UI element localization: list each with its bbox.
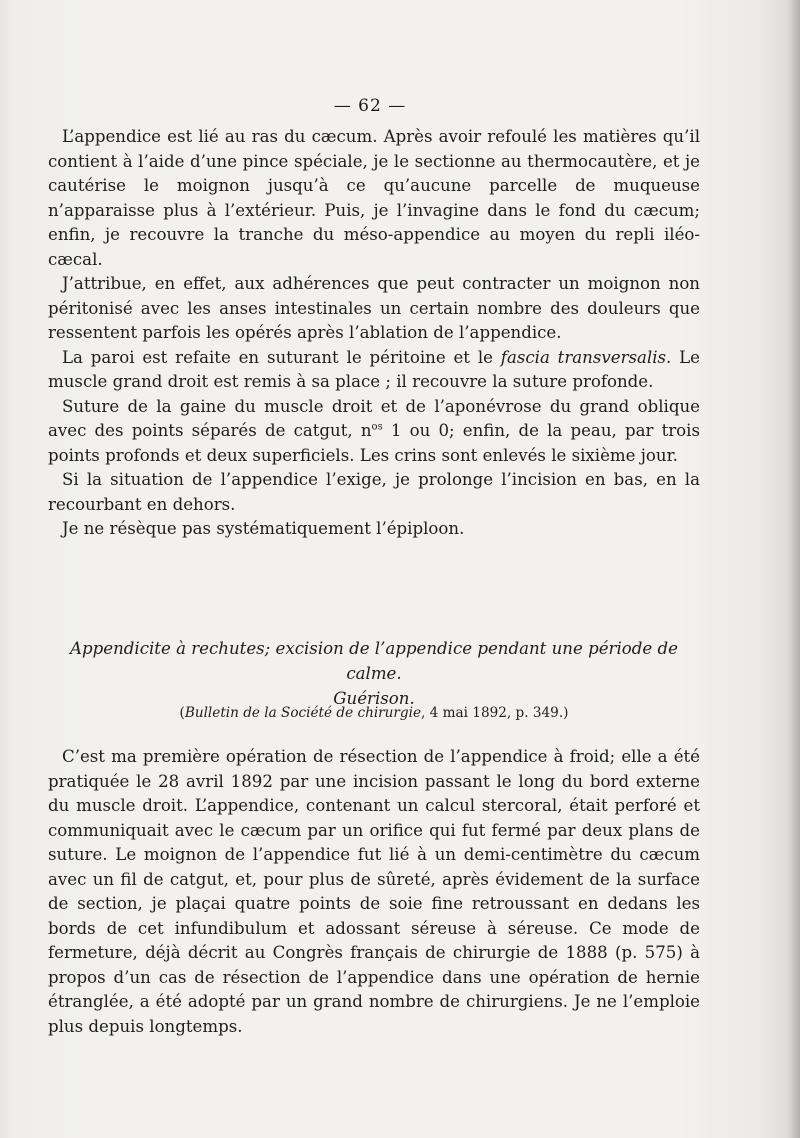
paragraph-adhesions: J’attribue, en effet, aux adhérences que peut contracter un moignon non péritonisé avec les anses intestinales un certain nombre des douleurs que ressentent parfois les opérés après l’ablation de l’appendice. — [48, 274, 700, 342]
page-number: — 62 — — [333, 96, 407, 116]
case-heading-line-2: Guérison. — [333, 689, 415, 708]
suture-text-end: 1 ou 0; enfin, de la peau, par trois points profonds et deux superficiels. Les crins sont enlevés le sixième jour. — [48, 421, 700, 465]
numero-superscript: os — [371, 421, 383, 433]
citation-source: Bulletin de la Société de chirurgie — [184, 705, 422, 721]
citation-open: ( — [179, 705, 185, 721]
paragraph-epiploon: Je ne résèque pas systématiquement l’épiploon. — [62, 519, 465, 538]
case-heading-line-1: Appendicite à rechutes; excision de l’appendice pendant une période de calme. — [70, 639, 678, 683]
wall-closure-text-end: . Le muscle grand droit est remis à sa place ; il recouvre la suture profonde. — [48, 347, 701, 391]
text-section-1 — [48, 125, 700, 542]
citation — [48, 705, 700, 721]
paragraph-first-operation: C’est ma première opération de résection de l’appendice à froid; elle a été pratiquée le 28 avril 1892 par une incision passant le long du bord externe du muscle droit. L’appendice, contenant un calcul stercoral, était perforé et communiquait avec le cæcum par un orifice qui fut fermé par deux plans de suture. Le moignon de l’appendice fut lié à un demi-centimètre du cæcum avec un fil de catgut, et, pour plus de sûreté, après évidement de la surface de section, je plaçai quatre points de soie fine retroussant en dedans les bords de cet infundibulum et adossant séreuse à séreuse. Ce mode de fermeture, déjà décrit au Congrès français de chirurgie de 1888 (p. 575) à propos d’un cas de résection de l’appendice dans une opération de hernie étranglée, a été adopté par un grand nombre de chirurgiens. Je ne l’emploie plus depuis longtemps. — [48, 747, 700, 1036]
suture-text-start: Suture de la gaine du muscle droit et de l’aponévrose du grand oblique avec des points séparés de catgut, n — [48, 396, 700, 440]
paragraph-wall-closure — [48, 346, 700, 395]
fascia-term: fascia transversalis — [500, 347, 667, 367]
paragraph-suture — [48, 395, 700, 469]
paragraph-incision-extension: Si la situation de l’appendice l’exige, je prolonge l’incision en bas, en la recourbant en dehors. — [48, 470, 700, 514]
text-section-2 — [48, 745, 700, 1039]
wall-closure-text-start: La paroi est refaite en suturant le péritoine et le — [62, 347, 501, 367]
page-edge-shadow — [786, 0, 800, 1138]
citation-details: , 4 mai 1892, p. 349.) — [421, 705, 569, 721]
case-heading — [48, 636, 700, 711]
paragraph-appendix-ligation: L’appendice est lié au ras du cæcum. Après avoir refoulé les matières qu’il contient à l’aide d’une pince spéciale, je le sectionne au thermocautère, et je cautérise le moignon jusqu’à ce qu’aucune parcelle de muqueuse n’apparaisse plus à l’extérieur. Puis, je l’invagine dans le fond du cæcum; enfin, je recouvre la tranche du méso-appendice au moyen du repli iléo-cæcal. — [48, 127, 700, 269]
